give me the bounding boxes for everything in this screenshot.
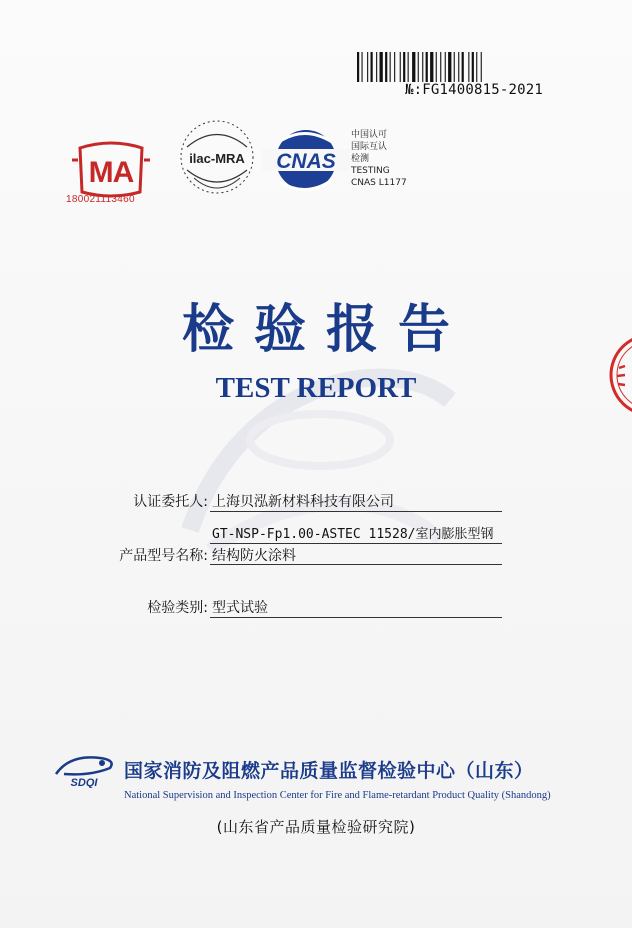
barcode-bar — [481, 52, 482, 82]
barcode-bar — [448, 52, 451, 82]
barcode-bar — [476, 52, 477, 82]
barcode-bar — [454, 52, 455, 82]
test-type-value: 型式试验 — [212, 600, 268, 616]
barcode-bar — [472, 52, 474, 82]
barcode-bar — [390, 52, 391, 82]
report-title-en: TEST REPORT — [215, 372, 417, 404]
ilac-mra-logo — [172, 112, 262, 202]
org-name-cn: 国家消防及阻燃产品质量监督检验中心（山东） — [124, 760, 534, 782]
cnas-line-5: CNAS L1177 — [351, 178, 407, 188]
official-seal — [603, 330, 632, 420]
barcode-bar — [400, 52, 401, 82]
barcode-bar — [380, 52, 383, 82]
cnas-side-text — [351, 129, 407, 189]
barcode-bar — [468, 52, 469, 82]
org-name-en: National Supervision and Inspection Center for Fire and Flame-retardant Product Quality (Shandong) — [124, 790, 551, 801]
barcode-bar — [376, 52, 377, 82]
product-underline-2 — [210, 564, 502, 565]
org-subtitle-cn: (山东省产品质量检验研究院) — [216, 818, 416, 836]
barcode-bar — [426, 52, 428, 82]
product-label: 产品型号名称: — [119, 548, 208, 564]
barcode-bar — [422, 52, 423, 82]
sdqi-logo — [50, 752, 120, 788]
cnas-line-2: 国际互认 — [351, 142, 388, 152]
client-underline — [210, 511, 502, 512]
barcode-bar — [367, 52, 368, 82]
ilac-mra-text: ilac-MRA — [189, 151, 245, 166]
cnas-logo-text: CNAS — [276, 150, 336, 173]
cnas-line-3: 检测 — [351, 154, 370, 164]
barcode-bar — [418, 52, 419, 82]
product-value-line-2: 结构防火涂料 — [212, 548, 296, 564]
barcode-bar — [408, 52, 409, 82]
barcode-bar — [362, 52, 363, 82]
cma-logo-text: MA — [88, 156, 134, 189]
barcode-bar — [412, 52, 415, 82]
barcode-bar — [385, 52, 387, 82]
cnas-line-1: 中国认可 — [351, 130, 388, 140]
report-title-cn: 检验报告 — [181, 300, 470, 360]
report-number: №:FG1400815-2021 — [405, 82, 544, 98]
client-label: 认证委托人: — [133, 494, 208, 510]
barcode-bar — [462, 52, 464, 82]
client-value: 上海贝泓新材料科技有限公司 — [212, 494, 394, 510]
cnas-logo — [262, 128, 350, 196]
barcode-bar — [430, 52, 433, 82]
barcode-bar — [394, 52, 395, 82]
sdqi-logo-text: SDQI — [70, 777, 98, 788]
product-underline-1 — [210, 543, 502, 544]
barcode — [355, 52, 550, 82]
barcode-bar — [436, 52, 437, 82]
product-value-line-1: GT-NSP-Fp1.00-ASTEC 11528/室内膨胀型钢 — [212, 527, 494, 542]
test-type-label: 检验类别: — [147, 600, 208, 616]
barcode-bar — [440, 52, 441, 82]
barcode-bar — [403, 52, 405, 82]
barcode-bar — [458, 52, 459, 82]
barcode-bar — [371, 52, 373, 82]
test-type-underline — [210, 617, 502, 618]
barcode-bar — [357, 52, 359, 82]
cnas-line-4: TESTING — [351, 166, 390, 176]
cma-certificate-number: 180021113460 — [66, 194, 135, 205]
barcode-bar — [445, 52, 446, 82]
